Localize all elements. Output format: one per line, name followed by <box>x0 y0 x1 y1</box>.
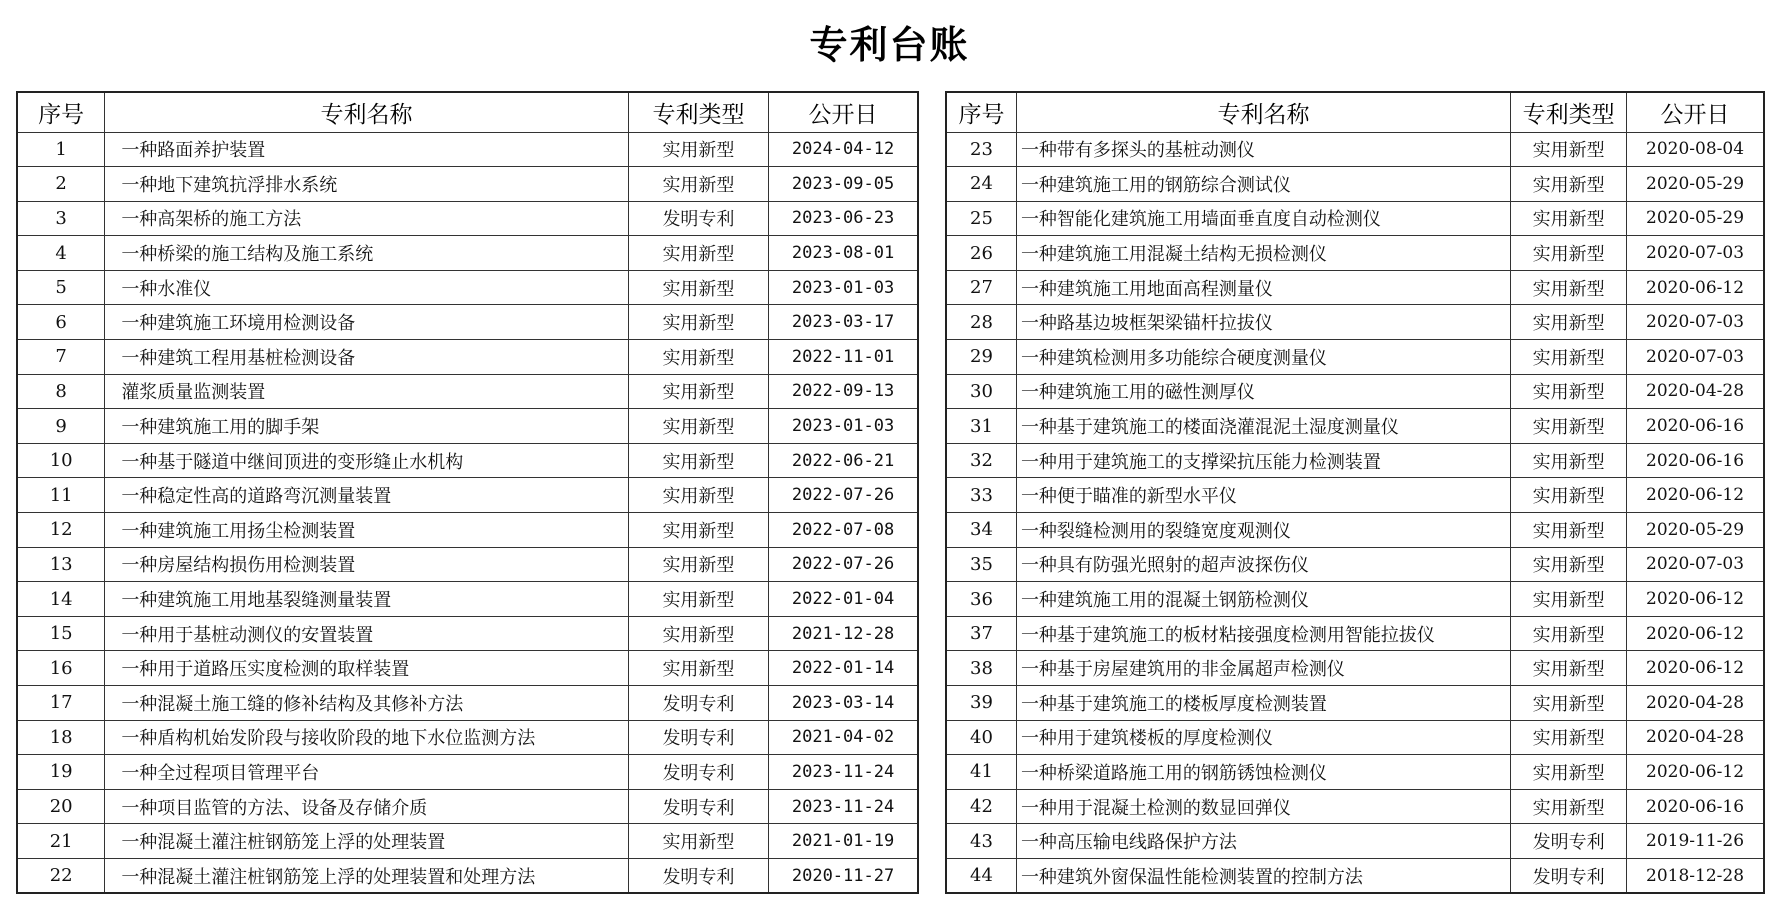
cell-name: 一种基于建筑施工的楼面浇灌混泥土湿度测量仪 <box>1016 409 1510 444</box>
table-row <box>17 789 918 824</box>
table-row <box>946 374 1764 409</box>
cell-index: 14 <box>17 582 105 617</box>
cell-date: 2020-06-12 <box>1627 616 1764 651</box>
cell-index: 31 <box>946 409 1016 444</box>
cell-type: 实用新型 <box>628 305 768 340</box>
cell-type: 发明专利 <box>628 686 768 721</box>
cell-name: 一种建筑施工用地面高程测量仪 <box>1016 270 1510 305</box>
cell-date: 2023-03-17 <box>769 305 918 340</box>
table-row <box>17 582 918 617</box>
table-row <box>17 236 918 271</box>
cell-type: 发明专利 <box>628 720 768 755</box>
cell-name: 一种项目监管的方法、设备及存储介质 <box>105 789 628 824</box>
cell-name: 一种用于建筑施工的支撑梁抗压能力检测装置 <box>1016 443 1510 478</box>
cell-index: 9 <box>17 409 105 444</box>
cell-date: 2020-06-12 <box>1627 651 1764 686</box>
table-row <box>946 686 1764 721</box>
cell-date: 2020-05-29 <box>1627 513 1764 548</box>
table-row <box>17 478 918 513</box>
cell-type: 实用新型 <box>1511 409 1627 444</box>
cell-type: 实用新型 <box>1511 478 1627 513</box>
cell-name: 一种桥梁的施工结构及施工系统 <box>105 236 628 271</box>
cell-date: 2021-01-19 <box>769 824 918 859</box>
cell-index: 10 <box>17 443 105 478</box>
cell-type: 实用新型 <box>1511 167 1627 202</box>
cell-index: 11 <box>17 478 105 513</box>
cell-date: 2020-04-28 <box>1627 720 1764 755</box>
cell-type: 发明专利 <box>1511 824 1627 859</box>
cell-name: 一种稳定性高的道路弯沉测量装置 <box>105 478 628 513</box>
cell-index: 29 <box>946 340 1016 375</box>
table-row <box>946 616 1764 651</box>
table-row <box>946 443 1764 478</box>
cell-name: 一种混凝土灌注桩钢筋笼上浮的处理装置和处理方法 <box>105 858 628 893</box>
cell-name: 一种高架桥的施工方法 <box>105 201 628 236</box>
cell-type: 实用新型 <box>628 270 768 305</box>
cell-date: 2022-01-14 <box>769 651 918 686</box>
cell-name: 一种高压输电线路保护方法 <box>1016 824 1510 859</box>
cell-type: 实用新型 <box>1511 443 1627 478</box>
table-row <box>17 167 918 202</box>
cell-type: 实用新型 <box>1511 374 1627 409</box>
cell-date: 2023-11-24 <box>769 789 918 824</box>
cell-type: 实用新型 <box>1511 201 1627 236</box>
table-row <box>17 720 918 755</box>
cell-name: 一种建筑施工环境用检测设备 <box>105 305 628 340</box>
cell-type: 发明专利 <box>628 789 768 824</box>
table-row <box>946 720 1764 755</box>
cell-type: 发明专利 <box>628 858 768 893</box>
cell-date: 2020-06-12 <box>1627 270 1764 305</box>
cell-index: 42 <box>946 789 1016 824</box>
cell-type: 实用新型 <box>1511 340 1627 375</box>
header-name: 专利名称 <box>1016 92 1510 132</box>
table-row <box>17 858 918 893</box>
patent-table-left <box>16 91 919 894</box>
cell-name: 一种路面养护装置 <box>105 132 628 167</box>
cell-date: 2023-06-23 <box>769 201 918 236</box>
cell-name: 一种具有防强光照射的超声波探伤仪 <box>1016 547 1510 582</box>
table-row <box>946 132 1764 167</box>
header-index: 序号 <box>17 92 105 132</box>
table-row <box>946 270 1764 305</box>
cell-date: 2020-11-27 <box>769 858 918 893</box>
cell-date: 2019-11-26 <box>1627 824 1764 859</box>
cell-date: 2021-04-02 <box>769 720 918 755</box>
cell-type: 发明专利 <box>628 755 768 790</box>
header-name: 专利名称 <box>105 92 628 132</box>
table-row <box>17 305 918 340</box>
table-row <box>17 824 918 859</box>
cell-type: 实用新型 <box>1511 616 1627 651</box>
cell-index: 27 <box>946 270 1016 305</box>
cell-type: 实用新型 <box>1511 236 1627 271</box>
cell-name: 一种建筑检测用多功能综合硬度测量仪 <box>1016 340 1510 375</box>
cell-date: 2022-09-13 <box>769 374 918 409</box>
cell-type: 实用新型 <box>1511 305 1627 340</box>
cell-name: 一种地下建筑抗浮排水系统 <box>105 167 628 202</box>
cell-date: 2023-08-01 <box>769 236 918 271</box>
cell-index: 38 <box>946 651 1016 686</box>
cell-name: 一种用于基桩动测仪的安置装置 <box>105 616 628 651</box>
cell-type: 实用新型 <box>628 374 768 409</box>
table-row <box>17 651 918 686</box>
table-row <box>946 547 1764 582</box>
cell-date: 2024-04-12 <box>769 132 918 167</box>
cell-name: 一种建筑施工用的混凝土钢筋检测仪 <box>1016 582 1510 617</box>
cell-date: 2023-03-14 <box>769 686 918 721</box>
cell-name: 一种基于建筑施工的楼板厚度检测装置 <box>1016 686 1510 721</box>
table-row <box>946 167 1764 202</box>
cell-type: 实用新型 <box>1511 132 1627 167</box>
cell-type: 实用新型 <box>628 409 768 444</box>
cell-type: 实用新型 <box>1511 720 1627 755</box>
cell-name: 一种带有多探头的基桩动测仪 <box>1016 132 1510 167</box>
cell-type: 实用新型 <box>628 824 768 859</box>
cell-type: 实用新型 <box>628 616 768 651</box>
cell-index: 21 <box>17 824 105 859</box>
cell-date: 2020-06-16 <box>1627 409 1764 444</box>
cell-index: 3 <box>17 201 105 236</box>
cell-index: 13 <box>17 547 105 582</box>
cell-date: 2020-06-12 <box>1627 755 1764 790</box>
cell-index: 19 <box>17 755 105 790</box>
cell-index: 23 <box>946 132 1016 167</box>
table-row <box>946 513 1764 548</box>
cell-name: 一种建筑工程用基桩检测设备 <box>105 340 628 375</box>
cell-name: 一种建筑外窗保温性能检测装置的控制方法 <box>1016 858 1510 893</box>
cell-name: 一种盾构机始发阶段与接收阶段的地下水位监测方法 <box>105 720 628 755</box>
cell-date: 2020-07-03 <box>1627 547 1764 582</box>
cell-index: 22 <box>17 858 105 893</box>
cell-name: 一种房屋结构损伤用检测装置 <box>105 547 628 582</box>
cell-name: 一种建筑施工用扬尘检测装置 <box>105 513 628 548</box>
cell-index: 33 <box>946 478 1016 513</box>
cell-date: 2022-07-26 <box>769 478 918 513</box>
cell-date: 2022-01-04 <box>769 582 918 617</box>
cell-index: 15 <box>17 616 105 651</box>
cell-index: 44 <box>946 858 1016 893</box>
table-header-row <box>946 92 1764 132</box>
cell-type: 实用新型 <box>628 582 768 617</box>
table-row <box>17 201 918 236</box>
table-row <box>17 547 918 582</box>
table-row <box>17 374 918 409</box>
table-row <box>17 755 918 790</box>
cell-type: 发明专利 <box>1511 858 1627 893</box>
cell-date: 2020-07-03 <box>1627 340 1764 375</box>
cell-type: 实用新型 <box>628 513 768 548</box>
cell-index: 12 <box>17 513 105 548</box>
cell-name: 一种建筑施工用混凝土结构无损检测仪 <box>1016 236 1510 271</box>
cell-date: 2023-11-24 <box>769 755 918 790</box>
header-type: 专利类型 <box>628 92 768 132</box>
table-row <box>946 478 1764 513</box>
cell-index: 37 <box>946 616 1016 651</box>
cell-date: 2022-07-08 <box>769 513 918 548</box>
table-row <box>17 409 918 444</box>
cell-date: 2020-06-16 <box>1627 443 1764 478</box>
cell-type: 实用新型 <box>628 651 768 686</box>
cell-type: 实用新型 <box>628 167 768 202</box>
table-row <box>17 686 918 721</box>
cell-type: 实用新型 <box>628 132 768 167</box>
cell-index: 5 <box>17 270 105 305</box>
cell-date: 2022-11-01 <box>769 340 918 375</box>
cell-index: 8 <box>17 374 105 409</box>
cell-type: 实用新型 <box>1511 513 1627 548</box>
cell-name: 一种基于房屋建筑用的非金属超声检测仪 <box>1016 651 1510 686</box>
table-row <box>946 201 1764 236</box>
cell-date: 2023-01-03 <box>769 409 918 444</box>
cell-index: 1 <box>17 132 105 167</box>
cell-index: 40 <box>946 720 1016 755</box>
cell-name: 一种全过程项目管理平台 <box>105 755 628 790</box>
cell-date: 2020-05-29 <box>1627 201 1764 236</box>
cell-name: 一种混凝土施工缝的修补结构及其修补方法 <box>105 686 628 721</box>
page-title: 专利台账 <box>809 23 970 67</box>
cell-name: 一种建筑施工用地基裂缝测量装置 <box>105 582 628 617</box>
cell-name: 一种基于隧道中继间顶进的变形缝止水机构 <box>105 443 628 478</box>
cell-type: 实用新型 <box>1511 686 1627 721</box>
table-row <box>946 340 1764 375</box>
cell-index: 20 <box>17 789 105 824</box>
cell-index: 26 <box>946 236 1016 271</box>
cell-date: 2020-06-12 <box>1627 478 1764 513</box>
cell-name: 一种建筑施工用的磁性测厚仪 <box>1016 374 1510 409</box>
cell-index: 32 <box>946 443 1016 478</box>
cell-type: 实用新型 <box>628 443 768 478</box>
cell-date: 2020-05-29 <box>1627 167 1764 202</box>
table-row <box>17 443 918 478</box>
cell-name: 一种路基边坡框架梁锚杆拉拔仪 <box>1016 305 1510 340</box>
cell-date: 2023-09-05 <box>769 167 918 202</box>
cell-name: 一种桥梁道路施工用的钢筋锈蚀检测仪 <box>1016 755 1510 790</box>
cell-index: 2 <box>17 167 105 202</box>
cell-type: 实用新型 <box>1511 651 1627 686</box>
table-row <box>946 755 1764 790</box>
cell-index: 24 <box>946 167 1016 202</box>
cell-date: 2020-04-28 <box>1627 686 1764 721</box>
cell-date: 2020-07-03 <box>1627 305 1764 340</box>
cell-index: 7 <box>17 340 105 375</box>
cell-name: 一种智能化建筑施工用墙面垂直度自动检测仪 <box>1016 201 1510 236</box>
cell-date: 2020-06-16 <box>1627 789 1764 824</box>
cell-date: 2020-04-28 <box>1627 374 1764 409</box>
table-row <box>946 789 1764 824</box>
cell-date: 2020-06-12 <box>1627 582 1764 617</box>
cell-date: 2022-07-26 <box>769 547 918 582</box>
cell-index: 30 <box>946 374 1016 409</box>
cell-type: 实用新型 <box>628 340 768 375</box>
cell-name: 一种水准仪 <box>105 270 628 305</box>
cell-type: 实用新型 <box>628 236 768 271</box>
table-row <box>17 340 918 375</box>
cell-index: 18 <box>17 720 105 755</box>
header-index: 序号 <box>946 92 1016 132</box>
cell-index: 28 <box>946 305 1016 340</box>
cell-date: 2021-12-28 <box>769 616 918 651</box>
table-row <box>946 409 1764 444</box>
cell-name: 一种用于道路压实度检测的取样装置 <box>105 651 628 686</box>
cell-index: 17 <box>17 686 105 721</box>
cell-name: 一种建筑施工用的脚手架 <box>105 409 628 444</box>
cell-name: 一种混凝土灌注桩钢筋笼上浮的处理装置 <box>105 824 628 859</box>
cell-type: 实用新型 <box>1511 582 1627 617</box>
cell-type: 实用新型 <box>628 478 768 513</box>
table-row <box>17 513 918 548</box>
table-row <box>946 236 1764 271</box>
cell-name: 一种便于瞄准的新型水平仪 <box>1016 478 1510 513</box>
table-row <box>946 651 1764 686</box>
header-date: 公开日 <box>1627 92 1764 132</box>
cell-type: 发明专利 <box>628 201 768 236</box>
header-type: 专利类型 <box>1511 92 1627 132</box>
table-row <box>946 858 1764 893</box>
cell-name: 一种用于混凝土检测的数显回弹仪 <box>1016 789 1510 824</box>
cell-index: 16 <box>17 651 105 686</box>
cell-type: 实用新型 <box>1511 789 1627 824</box>
table-row <box>17 132 918 167</box>
cell-name: 一种裂缝检测用的裂缝宽度观测仪 <box>1016 513 1510 548</box>
table-row <box>946 582 1764 617</box>
cell-name: 一种建筑施工用的钢筋综合测试仪 <box>1016 167 1510 202</box>
cell-index: 36 <box>946 582 1016 617</box>
table-row <box>17 270 918 305</box>
cell-date: 2022-06-21 <box>769 443 918 478</box>
cell-index: 34 <box>946 513 1016 548</box>
cell-name: 灌浆质量监测装置 <box>105 374 628 409</box>
cell-index: 6 <box>17 305 105 340</box>
header-date: 公开日 <box>769 92 918 132</box>
cell-index: 39 <box>946 686 1016 721</box>
cell-type: 实用新型 <box>1511 547 1627 582</box>
cell-type: 实用新型 <box>1511 755 1627 790</box>
cell-name: 一种用于建筑楼板的厚度检测仪 <box>1016 720 1510 755</box>
cell-date: 2023-01-03 <box>769 270 918 305</box>
table-header-row <box>17 92 918 132</box>
cell-type: 实用新型 <box>628 547 768 582</box>
cell-index: 43 <box>946 824 1016 859</box>
cell-date: 2020-07-03 <box>1627 236 1764 271</box>
cell-index: 35 <box>946 547 1016 582</box>
cell-date: 2018-12-28 <box>1627 858 1764 893</box>
patent-table-right <box>945 91 1765 894</box>
cell-index: 4 <box>17 236 105 271</box>
cell-index: 41 <box>946 755 1016 790</box>
cell-index: 25 <box>946 201 1016 236</box>
cell-date: 2020-08-04 <box>1627 132 1764 167</box>
table-row <box>946 824 1764 859</box>
table-row <box>17 616 918 651</box>
table-row <box>946 305 1764 340</box>
cell-type: 实用新型 <box>1511 270 1627 305</box>
cell-name: 一种基于建筑施工的板材粘接强度检测用智能拉拔仪 <box>1016 616 1510 651</box>
